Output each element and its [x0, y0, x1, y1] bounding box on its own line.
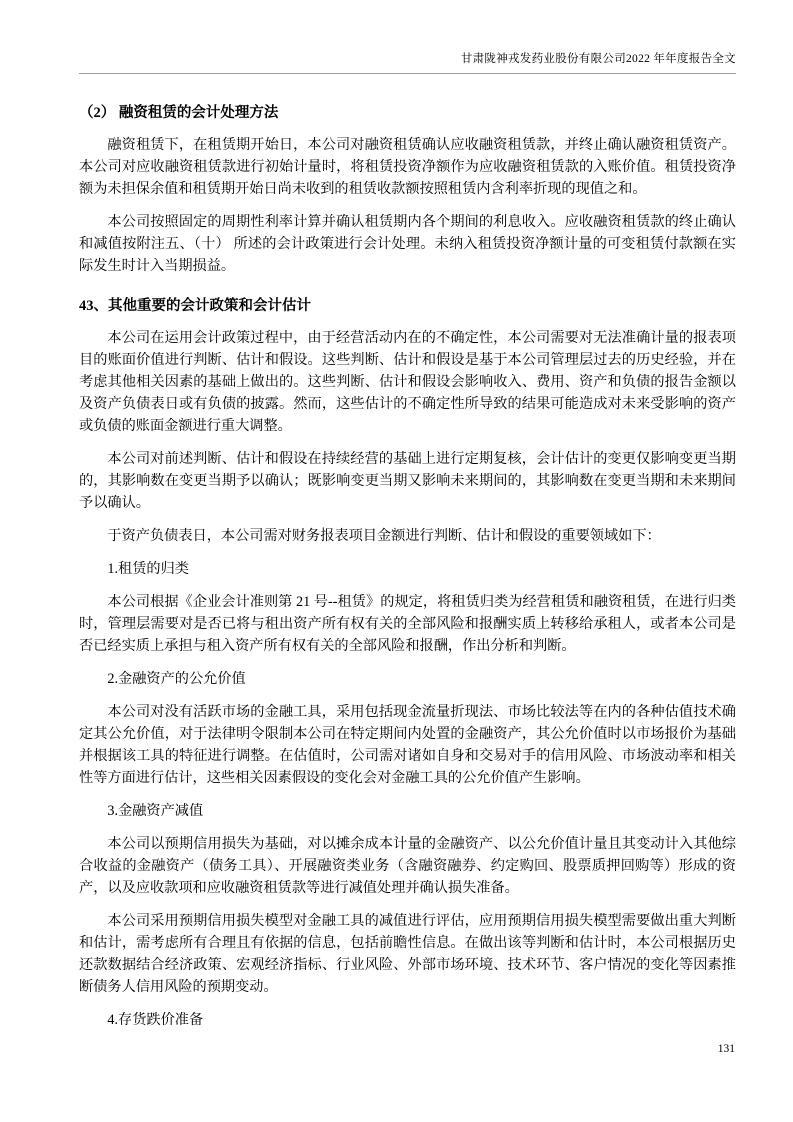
paragraph-key-areas-intro: 于资产负债表日，本公司需对财务报表项目金额进行判断、估计和假设的重要领域如下：: [107, 528, 661, 544]
subheading-inventory-provision: 4.存货跌价准备: [107, 1012, 204, 1028]
paragraph-estimates-uncertainty: 本公司在运用会计政策过程中，由于经营活动内在的不确定性，本公司需要对无法准确计量的报表项目的账面价值进行判断、估计和假设。这些判断、估计和假设是基于本公司管理层过去的历史经验，并在考虑其他相关因素的基础上做出的。这些判断、估计和假设会影响收入、费用、资产和负债的报告金额以及资产负债表日或有负债的披露。然而，这些估计的不确定性所导致的结果可能造成对未来受影响的资产或负债的账面金额进行重大调整。: [79, 330, 736, 434]
paragraph-impairment-scope: 本公司以预期信用损失为基础，对以摊余成本计量的金融资产、以公允价值计量且其变动计入其他综合收益的金融资产（债务工具）、开展融资类业务（含融资融券、约定购回、股票质押回购等）形成的资产，以及应收款项和应收融资租赁款等进行减值处理并确认损失准备。: [79, 836, 736, 896]
document-body: [79, 84, 736, 1042]
paragraph-finance-lease-2: 本公司按照固定的周期性利率计算并确认租赁期内各个期间的利息收入。应收融资租赁款的终止确认和减值按附注五、（十） 所述的会计政策进行会计处理。未纳入租赁投资净额计量的可变租赁付款额在实际发生时计入当期损益。: [79, 214, 736, 274]
paragraph-impairment-model: 本公司采用预期信用损失模型对金融工具的减值进行评估，应用预期信用损失模型需要做出重大判断和估计，需考虑所有合理且有依据的信息，包括前瞻性信息。在做出该等判断和估计时，本公司根据历史还款数据结合经济政策、宏观经济指标、行业风险、外部市场环境、技术环节、客户情况的变化等因素推断债务人信用风险的预期变动。: [79, 913, 736, 995]
page-number: 131: [717, 1043, 735, 1055]
paragraph-finance-lease-1: 融资租赁下，在租赁期开始日，本公司对融资租赁确认应收融资租赁款，并终止确认融资租赁资产。本公司对应收融资租赁款进行初始计量时，将租赁投资净额作为应收融资租赁款的入账价值。租赁投资净额为未担保余值和租赁期开始日尚未收到的租赁收款额按照租赁内含利率折现的现值之和。: [79, 137, 736, 197]
paragraph-estimates-review: 本公司对前述判断、估计和假设在持续经营的基础上进行定期复核，会计估计的变更仅影响变更当期的，其影响数在变更当期予以确认；既影响变更当期又影响未来期间的，其影响数在变更当期和未来期间予以确认。: [79, 451, 736, 511]
report-header-title: 甘肃陇神戎发药业股份有限公司2022 年年度报告全文: [460, 53, 736, 65]
section-heading-other-policies-estimates: 43、其他重要的会计政策和会计估计: [79, 298, 311, 314]
paragraph-fair-value: 本公司对没有活跃市场的金融工具，采用包括现金流量折现法、市场比较法等在内的各种估值技术确定其公允价值，对于法律明令限制本公司在特定期间内处置的金融资产，其公允价值时以市场报价为基础并根据该工具的特征进行调整。在估值时，公司需对诸如自身和交易对手的信用风险、市场波动率和相关性等方面进行估计，这些相关因素假设的变化会对金融工具的公允价值产生影响。: [79, 704, 736, 786]
subheading-financial-asset-impairment: 3.金融资产减值: [107, 803, 204, 819]
paragraph-lease-classification: 本公司根据《企业会计准则第 21 号--租赁》的规定，将租赁归类为经营租赁和融资租赁，在进行归类时，管理层需要对是否已将与租出资产所有权有关的全部风险和报酬实质上转移给承租人，或者本公司是否已经实质上承担与租入资产所有权有关的全部风险和报酬，作出分析和判断。: [79, 594, 736, 654]
section-heading-finance-lease-accounting: （2） 融资租赁的会计处理方法: [79, 105, 279, 121]
page-header: [79, 50, 736, 74]
subheading-lease-classification: 1.租赁的归类: [107, 561, 189, 577]
subheading-fair-value: 2.金融资产的公允价值: [107, 671, 246, 687]
